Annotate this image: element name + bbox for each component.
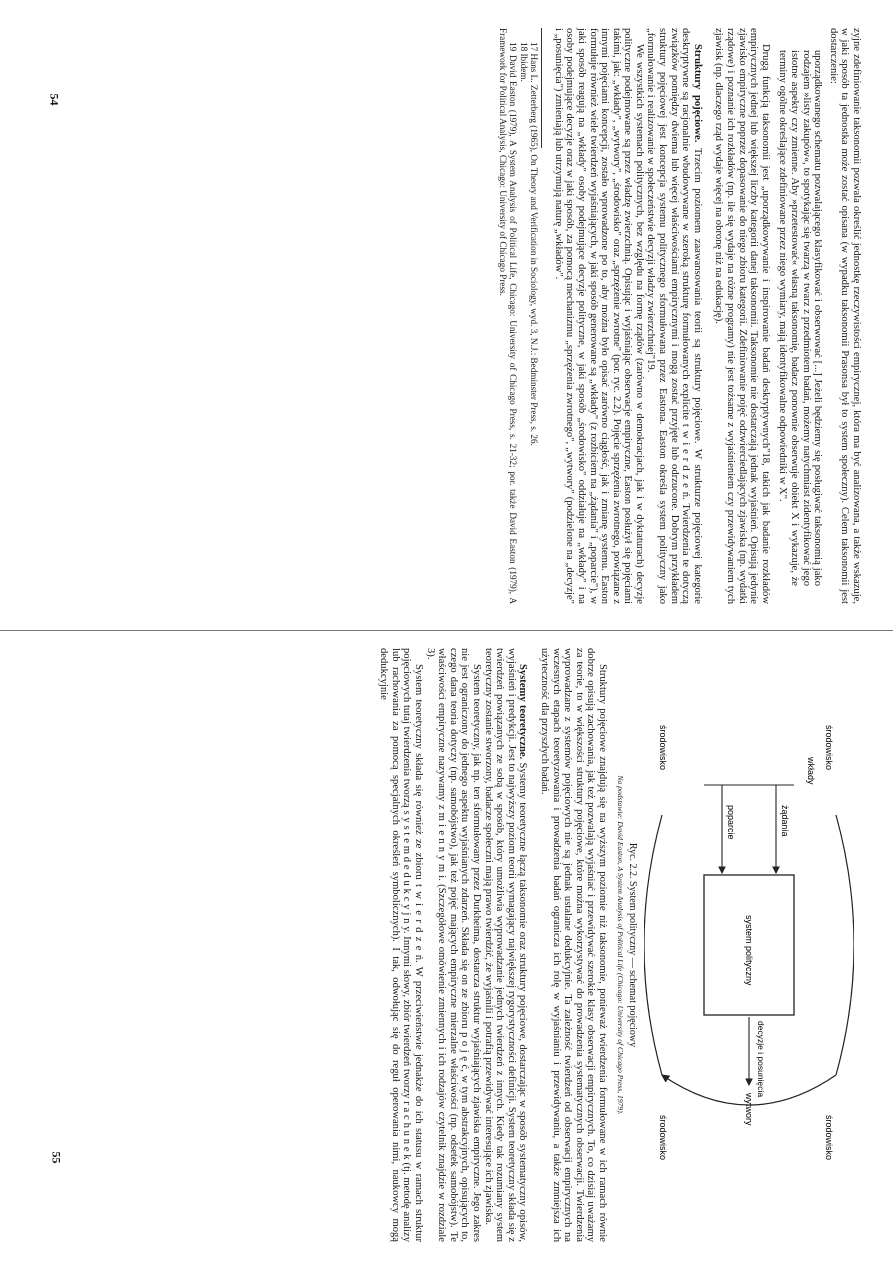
paragraph: Struktury pojęciowe znajdują się na wyższym poziomie niż taksonomie, ponieważ twierdzenia formułowane w ich ramach równie dobrze opisują zachowania, jak też pozwalają wyjaśniać i przewidywać szerokie klasy obserwacji empirycznych. To, co dzisiaj uważamy za teorie, to w większości struktury pojęciowe, które można wykorzystywać do prowadzenia systematycznych obserwacji. Twierdzenia wyprowadzane z systemów pojęciowych nie są jednak ustalane dedukcyjnie. Ta zależność twierdzeń od obserwacji empirycznych na wczesnych etapach teoretyzowania i prowadzenia badań ogranicza ich rolę w wyjaśnianiu i przewidywaniu, a także zmniejsza ich użyteczność dla przyszłych badań.: [539, 648, 608, 1242]
paragraph: Trzecim poziomem zaawansowania teorii są struktury pojęciowe. W strukturze pojęciowej kategorie deskryptywne są racjonalnie wbudowywane w szeroką strukturę formułowanych explicite t w i e r d z e ń. Twierdzenia te dotyczą związków pomiędzy dwiema lub więcej właściwościami empirycznymi i mogą zostać przyjęte lub odrzucone. Dobrym przykładem struktury pojęciowej jest koncepcja systemu politycznego sformułowana przez Eastona. Easton określa system polityczny jako „formułowanie i realizowanie w społeczeństwie decyzji władzy zwierzchniej"19.: [645, 28, 703, 604]
figure-caption: Ryc. 2.2. System polityczny — schemat pojęciowy: [627, 842, 638, 1048]
section-heading: Systemy teoretyczne.: [517, 664, 529, 760]
env-label: środowisko: [824, 725, 834, 771]
system-diagram: [644, 665, 854, 1225]
figure-political-system: [644, 665, 854, 1225]
paragraph: zyjne zdefiniowanie taksonomii pozwala określić jednostkę rzeczywistości empirycznej, która ma być analizowana, a także wskazuje, w jaki sposób ta jednostka może zostać opisana (w wypadku taksonomii Prasonsa był to system społeczny). Celem taksonomii jest dostarczenie:: [827, 28, 862, 604]
footnote: 18 Ibidem.: [518, 42, 529, 82]
env-label: środowisko: [824, 1115, 834, 1161]
block-quote: uporządkowanego schematu pozwalającego klasyfikować i obserwować [...] Jeżeli będziemy się posługiwać taksonomią jako rodzajem »listy zakupów«, to spotykając się twarzą w twarz z przedmiotem badań, możemy natychmiast zidentyfikować jego istotne aspekty czy zmienne. Aby »przetestować« własną taksonomię, badacz ponownie obserwuje obiekt X i wykazuje, że terminy ogólne określające zdefiniowane przez niego wymiary, mają identyfikowalne odpowiedniki w X".: [777, 50, 824, 586]
paragraph: We wszystkich systemach politycznych, bez względu na formę rządów (zarówno w demokracjach, jak i w dyktaturach) decyzje polityczne podejmowane są przez władzę zwierzchnią. Opisując i wyjaśniając obserwacje empiryczne, Easton posłużył się pojęciami takimi, jak: „wkłady", „wytwory", „środowisko" oraz „sprzężenie zwrotne" (por. ryc. 2.2). Pojęcie sprzężenia zwrotnego, powiązane z innymi pojęciami koncepcji, zostało wprowadzone po to, aby można było opisać zarówno ciągłość, jak i zmianę systemu. Easton formułuje również wiele twierdzeń wyjaśniających, w jaki sposób generowane są „wkłady" (z rozbiciem na „żądania" i „poparcie"), w jaki sposób reagują na „wkłady" osoby podejmujące decyzje polityczne, w jaki sposób „środowisko" oddziałuje na „wkłady" i na osoby podejmujące decyzje oraz w jaki sposób, za pomocą mechanizmu „sprzężenia zwrotnego", „wytwory" (podzielone na „decyzje" i „posunięcia") zmieniają lub utrzymują naturę „wkładów".: [552, 28, 645, 604]
page-divider: [0, 630, 893, 631]
footnote: 17 Hans L. Zetterberg (1965), On Theory and Verification in Sociology, wyd. 3, N.J.: Bedminster Press, s. 26.: [529, 42, 540, 446]
system-label: system polityczny: [744, 915, 754, 986]
env-arc-bottom: [644, 815, 662, 1075]
page-number-54: 54: [47, 93, 62, 106]
page-number-55: 55: [49, 1151, 64, 1164]
paragraph: Systemy teoretyczne łączą taksonomie oraz struktury pojęciowe, dostarczając w sposób systematyczny opisów, wyjaśnień i predykcji. Jest to najwyższy poziom teorii wymagający największej rygorystyczności definicji. System teoretyczny składa się z twierdzeń powiązanych ze sobą w sposób, który umożliwia wyprowadzanie jednych twierdzeń z innych. Kiedy tak rozumiany system teoretyczny zostanie stworzony, badacze społeczni mają prawo twierdzić, że wyjaśnili i potrafią przewidywać interesujące ich zjawiska.: [482, 648, 529, 1242]
footnotes: [498, 28, 540, 604]
page-55: [194, 640, 854, 1250]
decisions-label: decyzje i posunięcia: [756, 1021, 766, 1098]
outputs-label: wytwory: [744, 1093, 754, 1126]
paragraph: Drugą funkcją taksonomii jest „uporządkowywanie i inspirowanie badań deskryptywnych"18, takich jak badanie rozkładów empirycznych jednej lub większej liczby kategorii danej taksonomii. Taksonomie nie dostarczają jednak wyjaśnień. Opisują jedynie zjawisko empiryczne poprzez dopasowanie do niego zbioru kategorii. Zdefiniowanie pojęć odzwierciedlających zjawiska (np. wydatki rządowe) i poznanie ich rozkładów (np. ile się wydaje na różne programy) nie jest tożsame z wyjaśnieniem czy przewidywaniem tych zjawisk (np. dlaczego rząd wydaje więcej na obronę niż na edukację).: [713, 28, 771, 604]
page-55-body: [378, 640, 608, 1250]
footnote-rule: [539, 28, 542, 148]
page-54: [222, 20, 862, 612]
page-54-body: [498, 20, 862, 612]
footnote: 19 David Easton (1979), A System Analysis of Political Life, Chicago: University of Chicago Press, s. 21-32; por. także David Easton (1979), A Framework for Political Analysis, Chicago: University of Chicago Press.: [497, 28, 519, 604]
support-label: poparcie: [726, 805, 736, 840]
env-arc-top: [836, 815, 854, 1075]
demands-label: żądania: [780, 805, 790, 837]
figure-source: Na podstawie: David Easton, A System Analysis of Political Life (Chicago: University of Chicago Press, 1979).: [616, 775, 625, 1115]
env-label: środowisko: [658, 1115, 668, 1161]
paragraph: System teoretyczny składa się również ze zbioru t w i e r d z e ń. W przeciwieństwie jednakże do ich statusu w ramach struktur pojęciowych tutaj twierdzenia tworzą s y s t e m d e d u k c y j n y. Innymi słowy, zbiór twierdzeń tworzy r a c h u n e k (tj. metodę analizy lub rachowania za pomocą specjalnych określeń symbolicznych). I tak, odwołując się do reguł operowania nimi, naukowcy mogą dedukcyjnie: [378, 648, 425, 1242]
inputs-label: wkłady: [806, 757, 816, 785]
env-label: środowisko: [658, 725, 668, 771]
paragraph: System teoretyczny, jak np. ten sformułowany przez Durkheima, dostarcza struktur wyjaśniających zjawiska empiryczne. Jego zakres nie jest ograniczony do jednego aspektu wyjaśnianych zdarzeń. Składa się on ze zbioru p o j ę ć, w tym abstrakcyjnych, opisujących to, czego dana teoria dotyczy (np. samobójstwo), jak też pojęć mających empiryczne mierzalne właściwości (np. odsetek samobójstw). Te właściwości empiryczne nazywamy z m i e n n y m i. (Szczegółowe omówienie zmiennych i ich rodzajów czytelnik znajdzie w rozdziale 3).: [424, 648, 483, 1242]
section-heading: Struktury pojęciowe.: [691, 44, 703, 143]
